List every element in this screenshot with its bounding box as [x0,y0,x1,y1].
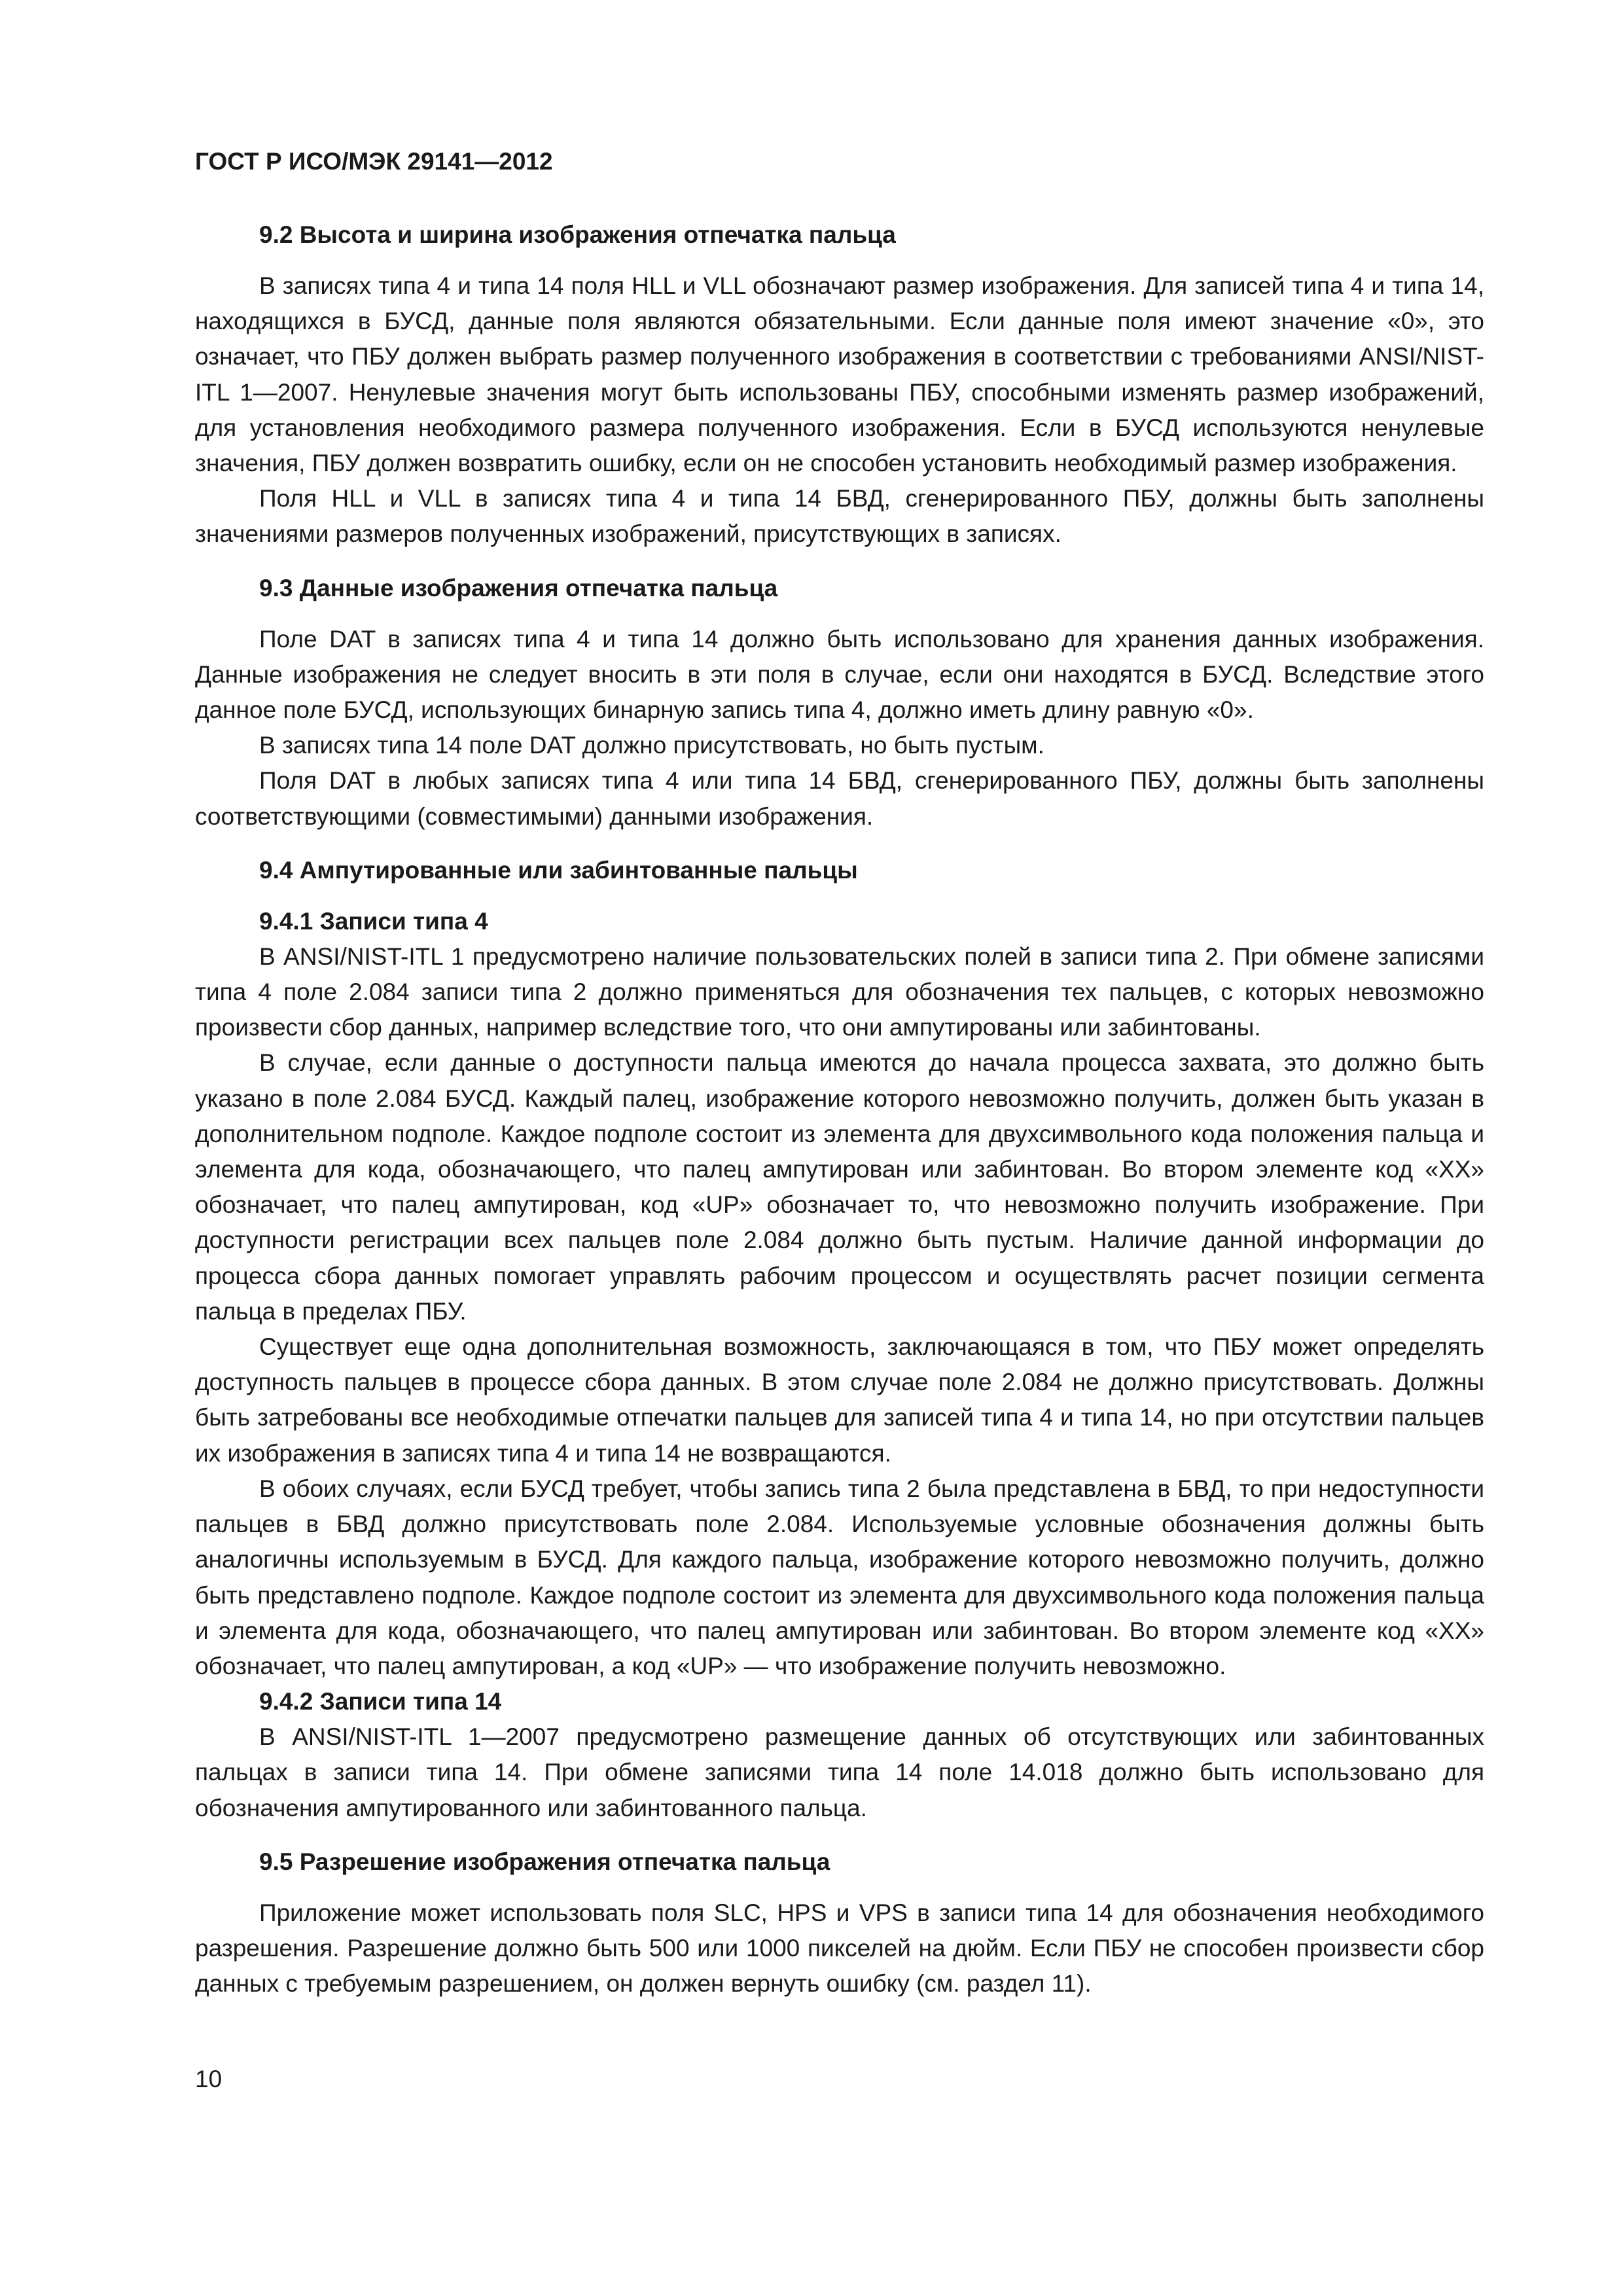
subsection-heading: 9.4.1 Записи типа 4 [259,907,488,935]
paragraph: Приложение может использовать поля SLC, HPS и VPS в записи типа 14 для обозначения необходимого разрешения. Разрешение должно быть 500 или 1000 пикселей на дюйм. Если ПБУ не способен произвести сбор данных с требуемым разрешением, он должен вернуть ошибку (см. раздел 11). [195,1899,1484,1998]
paragraph: Поле DAT в записях типа 4 и типа 14 должно быть использовано для хранения данных изображения. Данные изображения не следует вносить в эти поля в случае, если они находятся в БУСД. Вследствие этого данное поле БУСД, использующих бинарную запись типа 4, должно иметь длину равную «0». [195,625,1484,724]
page-number: 10 [195,2066,223,2092]
paragraph: Поля DAT в любых записях типа 4 или типа 14 БВД, сгенерированного ПБУ, должны быть заполнены соответствующими (совместимыми) данными изображения. [195,767,1484,830]
section-9-2 [195,219,1484,552]
section-9-3 [195,572,1484,834]
section-heading: 9.3 Данные изображения отпечатка пальца [259,574,778,601]
paragraph: В записях типа 4 и типа 14 поля HLL и VLL обозначают размер изображения. Для записей типа 4 и типа 14, находящихся в БУСД, данные поля являются обязательными. Если данные поля имеют значение «0», это означает, что ПБУ должен выбрать размер полученного изображения в соответствии с требованиями ANSI/NIST-ITL 1—2007. Ненулевые значения могут быть использованы ПБУ, способными изменять размер изображений, для установления необходимого размера полученного изображения. Если в БУСД используются ненулевые значения, ПБУ должен возвратить ошибку, если он не способен установить необходимый размер изображения. [195,272,1484,477]
section-heading: 9.2 Высота и ширина изображения отпечатка пальца [259,221,896,248]
subsection-9-4-2 [195,1684,1484,1826]
section-heading: 9.4 Ампутированные или забинтованные пальцы [259,856,858,884]
paragraph: В случае, если данные о доступности пальца имеются до начала процесса захвата, это должно быть указано в поле 2.084 БУСД. Каждый палец, изображение которого невозможно получить, должен быть указан в дополнительном подполе. Каждое подполе состоит из элемента для двухсимвольного кода положения пальца и элемента для кода, обозначающего, что палец ампутирован или забинтован. Во втором элементе код «XX» обозначает, что палец ампутирован, код «UP» обозначает то, что невозможно получить изображение. При доступности регистрации всех пальцев поле 2.084 должно быть пустым. Наличие данной информации до процесса сбора данных помогает управлять рабочим процессом и осуществлять расчет позиции сегмента пальца в пределах ПБУ. [195,1049,1484,1325]
paragraph: В обоих случаях, если БУСД требует, чтобы запись типа 2 была представлена в БВД, то при недоступности пальцев в БВД должно присутствовать поле 2.084. Используемые условные обозначения должны быть аналогичны используемым в БУСД. Для каждого пальца, изображение которого невозможно получить, должно быть представлено подполе. Каждое подполе состоит из элемента для двухсимвольного кода положения пальца и элемента для кода, обозначающего, что палец ампутирован или забинтован. Во втором элементе код «XX» обозначает, что палец ампутирован, а код «UP» — что изображение получить невозможно. [195,1475,1484,1679]
document-page [195,145,1484,2001]
document-header: ГОСТ Р ИСО/МЭК 29141—2012 [195,148,553,175]
subsection-9-4-1 [195,904,1484,1684]
paragraph: Поля HLL и VLL в записях типа 4 и типа 14 БВД, сгенерированного ПБУ, должны быть заполнены значениями размеров полученных изображений, присутствующих в записях. [195,485,1484,548]
subsection-heading: 9.4.2 Записи типа 14 [259,1688,502,1715]
paragraph: В ANSI/NIST-ITL 1—2007 предусмотрено размещение данных об отсутствующих или забинтованных пальцах в записи типа 14. При обмене записями типа 14 поле 14.018 должно быть использовано для обозначения ампутированного или забинтованного пальца. [195,1723,1484,1821]
paragraph: В записях типа 14 поле DAT должно присутствовать, но быть пустым. [259,732,1044,759]
section-heading: 9.5 Разрешение изображения отпечатка пальца [259,1848,830,1875]
section-9-4 [195,854,1484,1826]
paragraph: Существует еще одна дополнительная возможность, заключающаяся в том, что ПБУ может определять доступность пальцев в процессе сбора данных. В этом случае поле 2.084 не должно присутствовать. Должны быть затребованы все необходимые отпечатки пальцев для записей типа 4 и типа 14, но при отсутствии пальцев их изображения в записях типа 4 и типа 14 не возвращаются. [195,1333,1484,1467]
paragraph: В ANSI/NIST-ITL 1 предусмотрено наличие пользовательских полей в записи типа 2. При обмене записями типа 4 поле 2.084 записи типа 2 должно применяться для обозначения тех пальцев, с которых невозможно произвести сбор данных, например вследствие того, что они ампутированы или забинтованы. [195,942,1484,1041]
section-9-5 [195,1846,1484,2002]
